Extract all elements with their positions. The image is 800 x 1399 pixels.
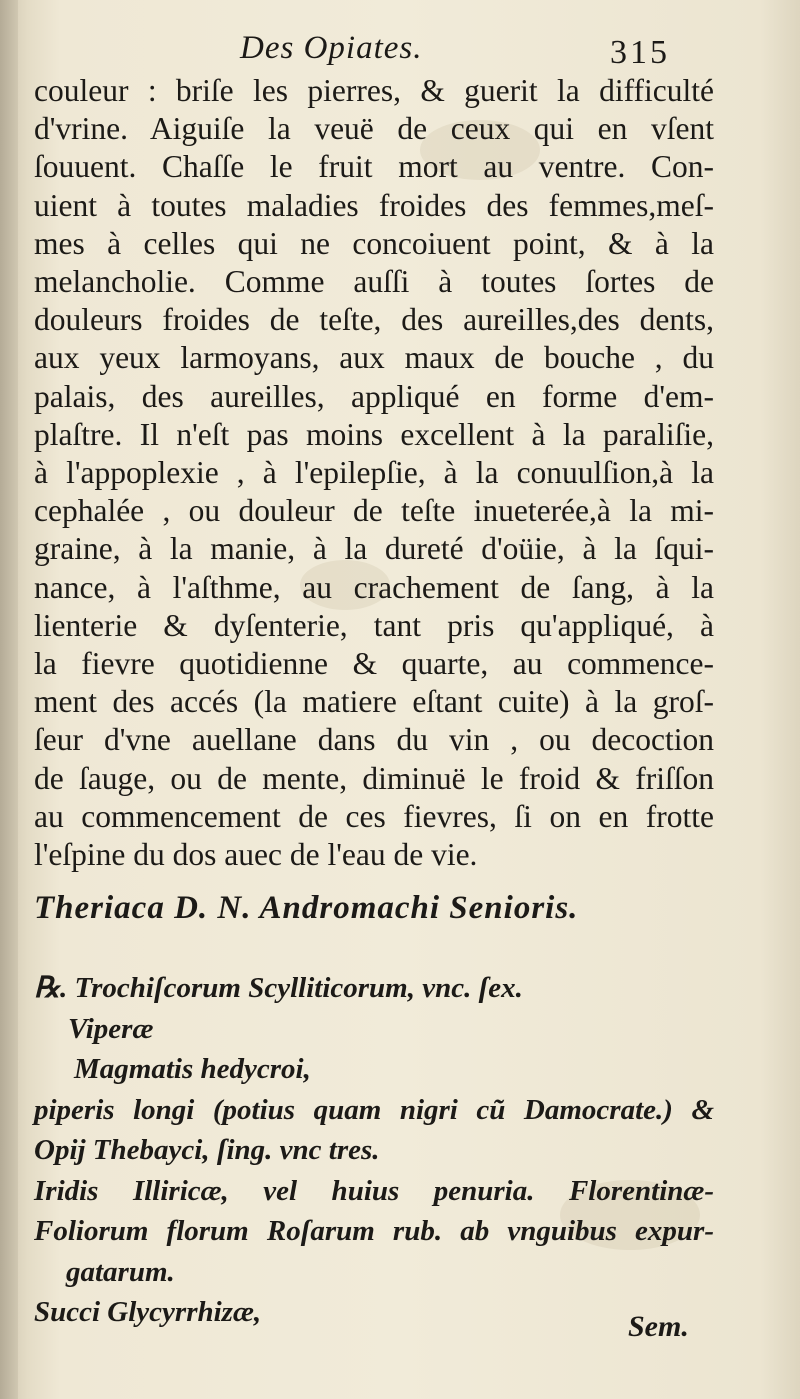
text-line: plaſtre. Il n'eſt pas moins excellent à la paraliſie, <box>34 416 714 452</box>
text-line: ſouuent. Chaſſe le fruit mort au ventre. Con- <box>34 149 714 185</box>
text-line: uient à toutes maladies froides des femmes,meſ- <box>34 187 714 223</box>
recipe-list <box>34 968 714 1333</box>
recipe-line: Opij Thebayci, ſing. vnc tres. <box>34 1134 380 1166</box>
text-line: couleur : briſe les pierres, & guerit la difficulté <box>34 73 714 108</box>
gutter-shadow <box>0 0 18 1399</box>
text-line: de ſauge, ou de mente, diminuë le froid & friſſon <box>34 760 714 796</box>
recipe-line: piperis longi (potius quam nigri cũ Damocrate.) & <box>34 1093 714 1126</box>
text-line: palais, des aureilles, appliqué en forme d'em- <box>34 378 714 414</box>
recipe-line: gatarum. <box>66 1255 175 1288</box>
running-title: Des Opiates. <box>240 30 423 66</box>
recipe-line: Foliorum florum Roſarum rub. ab vnguibus expur- <box>34 1215 714 1247</box>
text-line: melancholie. Comme auſſi à toutes ſortes de <box>34 264 714 300</box>
text-line: l'eſpine du dos auec de l'eau de vie. <box>34 837 478 873</box>
text-line: mes à celles qui ne concoiuent point, & à la <box>34 225 714 261</box>
text-line: la fievre quotidienne & quarte, au commence- <box>34 646 714 682</box>
text-line: ſeur d'vne auellane dans du vin , ou decoction <box>34 722 714 758</box>
text-line: graine, à la manie, à la dureté d'oüie, à la ſqui- <box>34 531 714 567</box>
text-line: d'vrine. Aiguiſe la veuë de ceux qui en vſent <box>34 111 714 147</box>
recipe-line: Succi Glycyrrhizæ, <box>34 1296 262 1328</box>
text-line: ment des accés (la matiere eſtant cuite) à la groſ- <box>34 684 714 720</box>
text-line: douleurs froides de teſte, des aureilles,des dents, <box>34 302 714 338</box>
text-line: à l'appoplexie , à l'epilepſie, à la conuulſion,à la <box>34 455 714 491</box>
text-line: cephalée , ou douleur de teſte inueterée,à la mi- <box>34 493 714 529</box>
recipe-line: Magmatis hedycroi, <box>74 1053 311 1085</box>
recipe-line: ℞. Trochiſcorum Scylliticorum, vnc. ſex. <box>34 972 523 1004</box>
recipe-line: Iridis Illiricæ, vel huius penuria. Florentinæ- <box>34 1174 714 1207</box>
text-line: au commencement de ces fievres, ſi on en frotte <box>34 798 714 834</box>
text-line: lienterie & dyſenterie, tant pris qu'appliqué, à <box>34 607 714 643</box>
recipe-line: Viperæ <box>68 1012 154 1045</box>
catchword: Sem. <box>628 1310 689 1343</box>
text-line: aux yeux larmoyans, aux maux de bouche , du <box>34 340 714 376</box>
page-number: 315 <box>610 34 670 71</box>
text-line: nance, à l'aſthme, au crachement de ſang, à la <box>34 569 714 605</box>
section-title: Theriaca D. N. Andromachi Senioris. <box>34 890 579 926</box>
body-paragraph <box>34 72 714 874</box>
